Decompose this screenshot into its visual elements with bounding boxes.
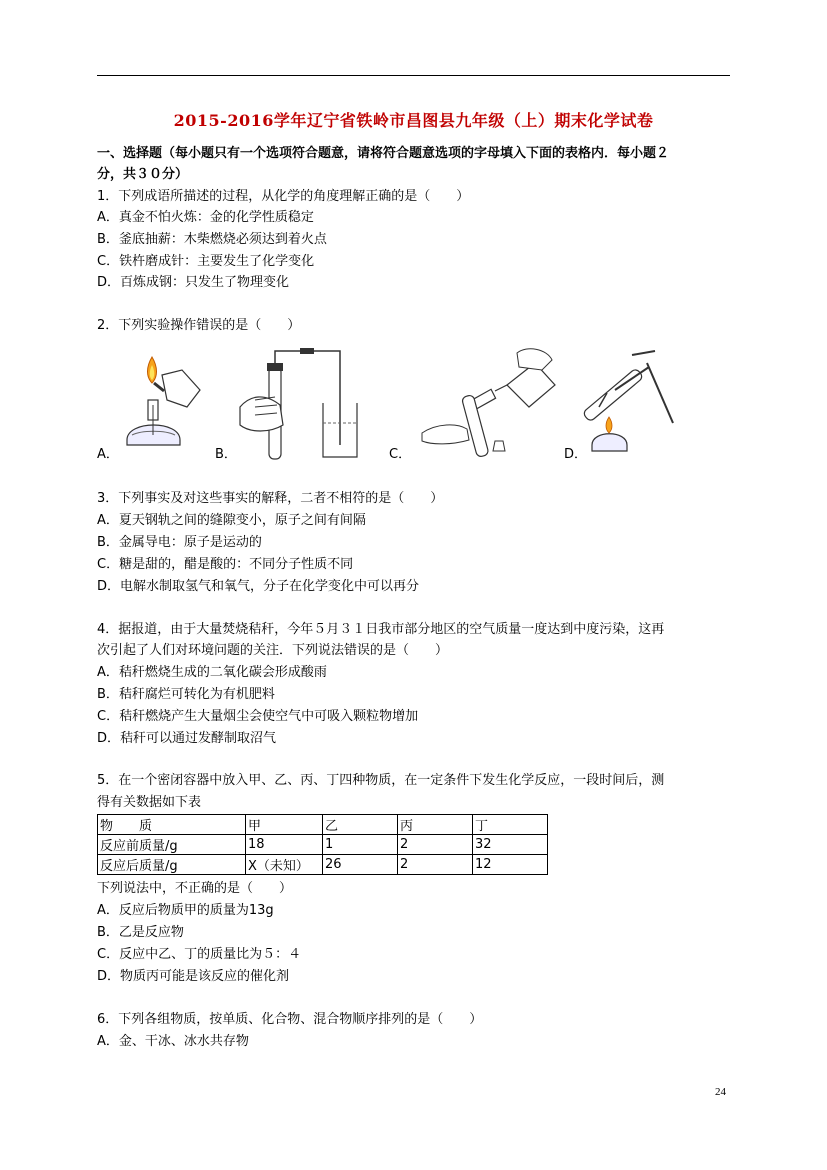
- q2-label-c: C．: [389, 447, 412, 462]
- q1-option-c: C．铁杵磨成针：主要发生了化学变化: [97, 254, 315, 269]
- table-cell: 2: [398, 855, 473, 875]
- q5-option-b: B．乙是反应物: [97, 925, 184, 940]
- section-heading: 一、选择题（每小题只有一个选项符合题意，请将符合题意选项的字母填入下面的表格内．每小题２: [97, 146, 670, 161]
- table-cell: 2: [398, 835, 473, 855]
- q1-stem: 1．下列成语所描述的过程，从化学的角度理解正确的是（ ）: [97, 189, 470, 204]
- document-title: 2015-2016学年辽宁省铁岭市昌图县九年级（上）期末化学试卷: [173, 111, 654, 130]
- q4-option-c: C．秸秆燃烧产生大量烟尘会使空气中可吸入颗粒物增加: [97, 709, 419, 724]
- pouring-liquid-figure: [407, 345, 557, 463]
- heating-test-tube-figure: [577, 345, 687, 463]
- table-cell: 26: [323, 855, 398, 875]
- q2-label-d: D．: [564, 447, 588, 462]
- table-cell: 32: [473, 835, 548, 855]
- header-rule: [97, 75, 730, 76]
- q2-figures: [97, 345, 737, 465]
- q3-option-c: C．糖是甜的，醋是酸的：不同分子性质不同: [97, 557, 354, 572]
- q4-option-b: B．秸秆腐烂可转化为有机肥料: [97, 687, 275, 702]
- q5-option-c: C．反应中乙、丁的质量比为５：４: [97, 947, 302, 962]
- table-cell: 反应前质量/g: [98, 835, 246, 855]
- q4-option-a: A．秸秆燃烧生成的二氧化碳会形成酸雨: [97, 665, 327, 680]
- table-cell: 甲: [246, 815, 323, 835]
- q3-option-d: D．电解水制取氢气和氧气，分子在化学变化中可以再分: [97, 579, 420, 594]
- table-cell: 丙: [398, 815, 473, 835]
- table-cell: 丁: [473, 815, 548, 835]
- section-heading-cont: 分，共３０分）: [97, 167, 189, 182]
- q3-option-b: B．金属导电：原子是运动的: [97, 535, 262, 550]
- table-cell: 1: [323, 835, 398, 855]
- q4-stem-cont: 次引起了人们对环境问题的关注．下列说法错误的是（ ）: [97, 643, 449, 658]
- q5-option-a: A．反应后物质甲的质量为13g: [97, 903, 274, 918]
- q1-option-b: B．釜底抽薪：木柴燃烧必须达到着火点: [97, 232, 327, 247]
- table-cell: X（未知）: [246, 855, 323, 875]
- q2-stem: 2．下列实验操作错误的是（ ）: [97, 318, 301, 333]
- q2-label-b: B．: [215, 447, 237, 462]
- page-number: 24: [715, 1086, 726, 1098]
- table-header-row: [98, 815, 548, 835]
- table-cell: 反应后质量/g: [98, 855, 246, 875]
- q3-stem: 3．下列事实及对这些事实的解释，二者不相符的是（ ）: [97, 491, 444, 506]
- mass-data-table: [97, 814, 548, 875]
- q5-stem-cont: 得有关数据如下表: [97, 795, 202, 810]
- q4-stem: 4．据报道，由于大量焚烧秸秆，今年５月３１日我市部分地区的空气质量一度达到中度污染，这再: [97, 622, 665, 637]
- q4-option-d: D．秸秆可以通过发酵制取沼气: [97, 731, 277, 746]
- table-cell: 物 质: [98, 815, 246, 835]
- table-cell: 18: [246, 835, 323, 855]
- q3-option-a: A．夏天钢轨之间的缝隙变小，原子之间有间隔: [97, 513, 366, 528]
- q6-stem: 6．下列各组物质，按单质、化合物、混合物顺序排列的是（ ）: [97, 1012, 483, 1027]
- q5-stem: 5．在一个密闭容器中放入甲、乙、丙、丁四种物质，在一定条件下发生化学反应，一段时间后，测: [97, 773, 665, 788]
- airtightness-check-figure: [235, 345, 360, 463]
- table-cell: 12: [473, 855, 548, 875]
- q5-sub-stem: 下列说法中，不正确的是（ ）: [97, 881, 293, 896]
- q5-option-d: D．物质丙可能是该反应的催化剂: [97, 969, 290, 984]
- q1-option-a: A．真金不怕火炼：金的化学性质稳定: [97, 210, 314, 225]
- alcohol-lamp-lighting-figure: [112, 345, 202, 455]
- table-row: [98, 855, 548, 875]
- table-cell: 乙: [323, 815, 398, 835]
- q2-label-a: A．: [97, 447, 119, 462]
- q6-option-a: A．金、干冰、冰水共存物: [97, 1034, 249, 1049]
- table-row: [98, 835, 548, 855]
- q1-option-d: D．百炼成钢：只发生了物理变化: [97, 275, 290, 290]
